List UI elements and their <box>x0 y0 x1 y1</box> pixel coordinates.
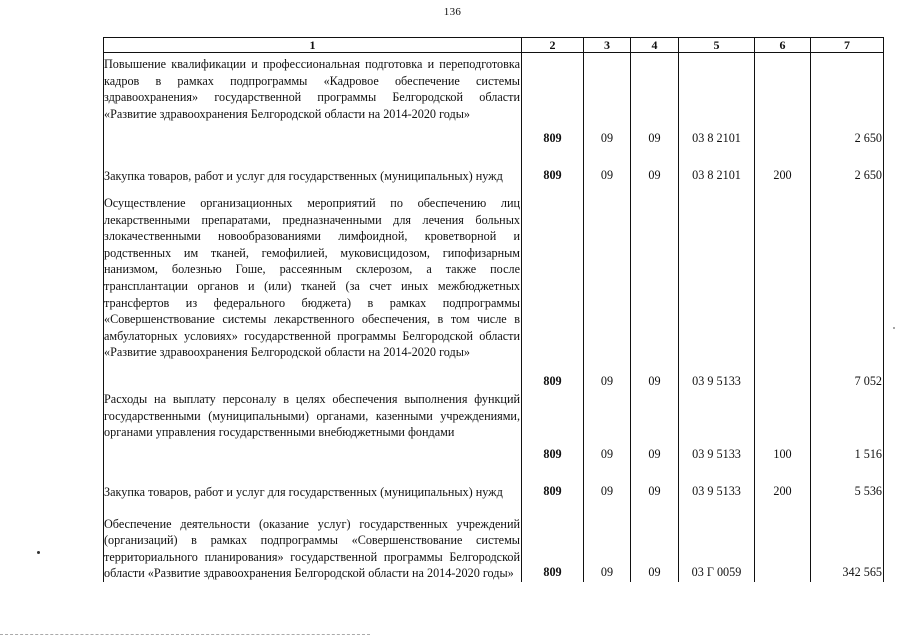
row-target-article: 03 8 2101 <box>679 53 755 149</box>
row-expense-type <box>755 501 811 582</box>
row-section: 09 <box>584 185 631 391</box>
header-col-2: 2 <box>522 38 584 53</box>
table-row <box>104 391 884 464</box>
table-row <box>104 185 884 391</box>
row-section: 09 <box>584 148 631 185</box>
scan-speck <box>893 327 895 329</box>
header-col-4: 4 <box>631 38 679 53</box>
row-expense-type <box>755 185 811 391</box>
table-row <box>104 148 884 185</box>
row-amount: 2 650 <box>811 148 884 185</box>
row-ministry-code: 809 <box>522 464 584 501</box>
row-expense-type: 100 <box>755 391 811 464</box>
row-ministry-code: 809 <box>522 185 584 391</box>
header-col-7: 7 <box>811 38 884 53</box>
row-expense-type: 200 <box>755 148 811 185</box>
row-amount: 2 650 <box>811 53 884 149</box>
row-target-article: 03 8 2101 <box>679 148 755 185</box>
row-description: Расходы на выплату персоналу в целях обеспечения выполнения функций государственными (муниципальными) органами, казенными учреждениями, органами управления государственными внебюджетными фондами <box>104 391 522 464</box>
row-section: 09 <box>584 53 631 149</box>
scan-speck <box>37 551 40 554</box>
row-subsection: 09 <box>631 391 679 464</box>
row-description: Повышение квалификации и профессиональная подготовка и переподготовка кадров в рамках подпрограммы «Кадровое обеспечение системы здравоохранения» государственной программы Белгородской области «Развитие здравоохранения Белгородской области на 2014-2020 годы» <box>104 53 522 149</box>
row-subsection: 09 <box>631 464 679 501</box>
scan-edge-line <box>0 634 370 635</box>
row-target-article: 03 9 5133 <box>679 185 755 391</box>
row-expense-type: 200 <box>755 464 811 501</box>
row-subsection: 09 <box>631 53 679 149</box>
row-section: 09 <box>584 501 631 582</box>
header-row <box>104 38 884 53</box>
row-ministry-code: 809 <box>522 148 584 185</box>
row-subsection: 09 <box>631 148 679 185</box>
row-ministry-code: 809 <box>522 53 584 149</box>
row-description: Обеспечение деятельности (оказание услуг) государственных учреждений (организаций) в рамках подпрограммы «Совершенствование системы территориального планирования» государственной программы Белгородской области «Развитие здравоохранения Белгородской области на 2014-2020 годы» <box>104 501 522 582</box>
page-number: 136 <box>443 6 462 18</box>
table-row <box>104 501 884 582</box>
row-description: Осуществление организационных мероприятий по обеспечению лиц лекарственными препаратами, предназначенными для лечения больных злокачественными новообразованиями лимфоидной, кроветворной и родственных им тканей, гемофилией, муковисцидозом, гипофизарным нанизмом, болезнью Гоше, рассеянным склерозом, а также после трансплантации органов и (или) тканей (за счет иных межбюджетных трансфертов из федерального бюджета) в рамках подпрограммы «Совершенствование системы лекарственного обеспечения, в том числе в амбулаторных условиях» государственной программы Белгородской области «Развитие здравоохранения Белгородской области на 2014-2020 годы» <box>104 185 522 391</box>
table-row <box>104 53 884 149</box>
row-ministry-code: 809 <box>522 391 584 464</box>
row-subsection: 09 <box>631 185 679 391</box>
row-amount: 5 536 <box>811 464 884 501</box>
header-col-5: 5 <box>679 38 755 53</box>
header-col-3: 3 <box>584 38 631 53</box>
row-subsection: 09 <box>631 501 679 582</box>
row-target-article: 03 9 5133 <box>679 391 755 464</box>
row-amount: 1 516 <box>811 391 884 464</box>
row-target-article: 03 Г 0059 <box>679 501 755 582</box>
header-col-1: 1 <box>104 38 522 53</box>
header-col-6: 6 <box>755 38 811 53</box>
row-target-article: 03 9 5133 <box>679 464 755 501</box>
row-section: 09 <box>584 391 631 464</box>
table-row <box>104 464 884 501</box>
row-section: 09 <box>584 464 631 501</box>
row-expense-type <box>755 53 811 149</box>
budget-table <box>103 37 884 582</box>
row-ministry-code: 809 <box>522 501 584 582</box>
row-amount: 342 565 <box>811 501 884 582</box>
row-amount: 7 052 <box>811 185 884 391</box>
row-description: Закупка товаров, работ и услуг для государственных (муниципальных) нужд <box>104 148 522 185</box>
row-description: Закупка товаров, работ и услуг для государственных (муниципальных) нужд <box>104 464 522 501</box>
